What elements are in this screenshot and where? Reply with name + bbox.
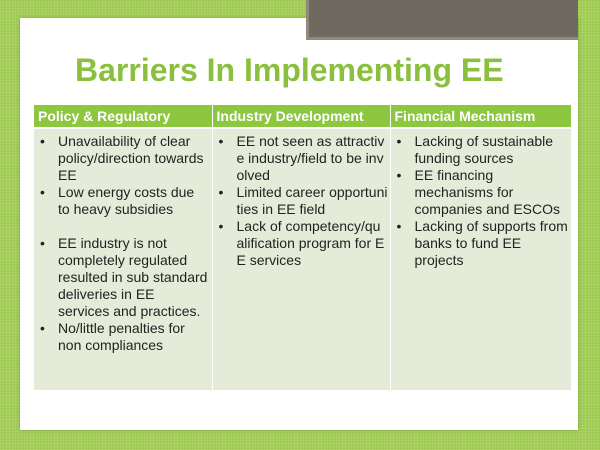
slide-title: Barriers In Implementing EE xyxy=(75,52,504,88)
industry-bullet-list xyxy=(215,133,388,269)
header-policy-regulatory: Policy & Regulatory xyxy=(34,105,212,128)
financial-bullet-list xyxy=(393,133,570,269)
list-item: • Lack of competency/qualification program for EE services xyxy=(215,218,388,269)
list-item: • Limited career opportunities in EE field xyxy=(215,184,388,218)
decorative-corner-box xyxy=(306,0,578,40)
cell-policy-regulatory xyxy=(34,128,212,390)
table-header-row xyxy=(34,105,571,128)
cell-industry-development xyxy=(212,128,390,390)
list-item: • EE industry is not completely regulated resulted in sub standard deliveries in EE services and practices. xyxy=(36,235,210,320)
table-body-row xyxy=(34,128,571,390)
list-item: • No/little penalties for non compliances xyxy=(36,320,210,354)
cell-financial-mechanism xyxy=(390,128,571,390)
policy-bullet-list xyxy=(36,133,210,354)
header-industry-development: Industry Development xyxy=(212,105,390,128)
list-item: • EE not seen as attractive industry/field to be involved xyxy=(215,133,388,184)
barriers-table xyxy=(34,105,571,390)
list-item: • Unavailability of clear policy/direction towards EE xyxy=(36,133,210,184)
header-financial-mechanism: Financial Mechanism xyxy=(390,105,571,128)
list-item: • EE financing mechanisms for companies and ESCOs xyxy=(393,167,570,218)
list-item: • Lacking of supports from banks to fund EE projects xyxy=(393,218,570,269)
list-item: • Lacking of sustainable funding sources xyxy=(393,133,570,167)
list-item: • Low energy costs due to heavy subsidies xyxy=(36,184,210,218)
